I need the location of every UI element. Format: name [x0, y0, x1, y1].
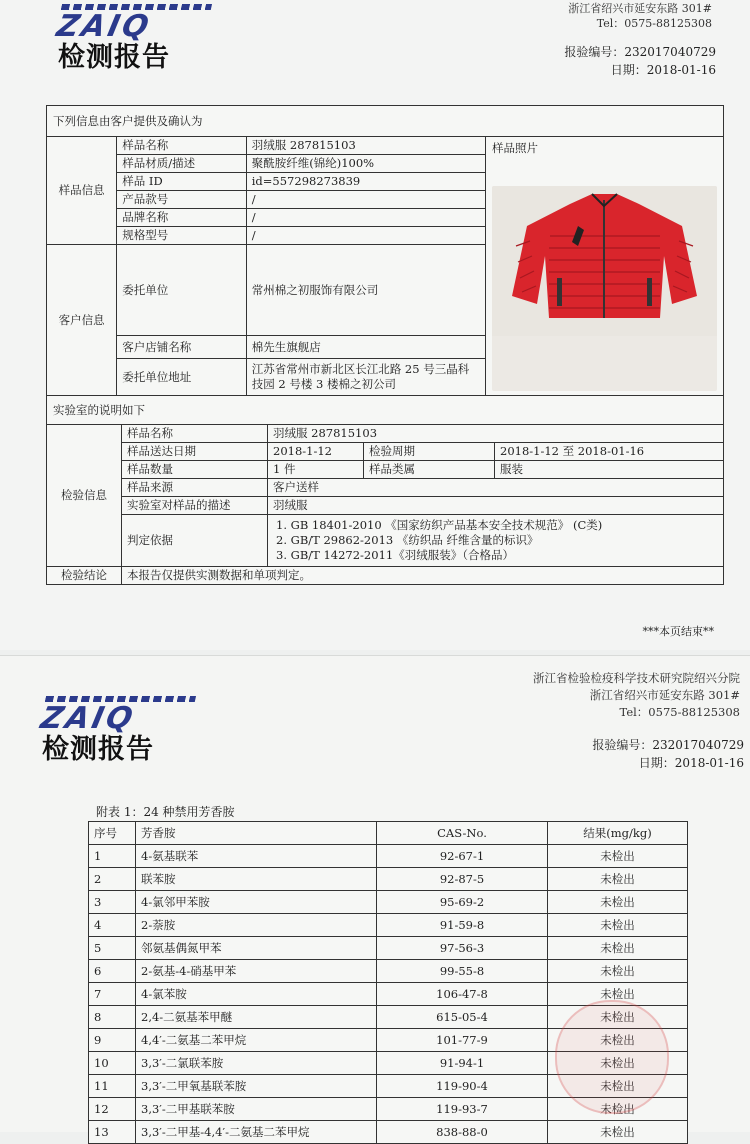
sample-row-label: 样品名称 [117, 137, 246, 155]
end-of-page-note: ***本页结束** [642, 625, 714, 638]
report-date: 日期：2018-01-16 [610, 63, 716, 77]
test-row-label: 检验周期 [364, 443, 495, 461]
cas-number: 92-67-1 [377, 845, 548, 868]
test-info-group-label: 检验信息 [47, 425, 122, 567]
sample-row-label: 产品款号 [117, 191, 246, 209]
report-title: 检测报告 [42, 734, 154, 765]
amine-name: 4-氯邻甲苯胺 [136, 891, 377, 914]
report-number: 报验编号：232017040729 [564, 45, 716, 59]
result-value: 未检出 [548, 914, 688, 937]
column-header: 结果(mg/kg) [548, 822, 688, 845]
amine-name: 2-氨基-4-硝基甲苯 [136, 960, 377, 983]
report-date: 日期：2018-01-16 [638, 756, 744, 770]
result-value: 未检出 [548, 1029, 688, 1052]
sample-row-value: 聚酰胺纤维(锦纶)100% [246, 155, 485, 173]
institute-tel: Tel：0575-88125308 [619, 705, 740, 719]
report-title: 检测报告 [58, 42, 170, 73]
amine-name: 2,4-二氨基苯甲醚 [136, 1006, 377, 1029]
cas-number: 101-77-9 [377, 1029, 548, 1052]
row-number: 7 [89, 983, 136, 1006]
red-down-jacket-image [492, 186, 717, 336]
amine-name: 3,3′-二甲基联苯胺 [136, 1098, 377, 1121]
cas-number: 95-69-2 [377, 891, 548, 914]
test-row-value: 羽绒服 287815103 [268, 425, 724, 443]
conclusion-text: 本报告仅提供实测数据和单项判定。 [122, 567, 724, 585]
result-value: 未检出 [548, 937, 688, 960]
sample-info-table [46, 105, 724, 425]
result-value: 未检出 [548, 891, 688, 914]
client-row-value: 棉先生旗舰店 [246, 336, 485, 359]
test-row-value: 羽绒服 [268, 497, 724, 515]
report-meta [592, 736, 744, 772]
test-row-label: 样品来源 [122, 479, 268, 497]
cas-number: 615-05-4 [377, 1006, 548, 1029]
test-info-table [46, 424, 724, 585]
basis-item: 2. GB/T 29862-2013 《纺织品 纤维含量的标识》 [276, 533, 539, 547]
cas-number: 119-90-4 [377, 1075, 548, 1098]
column-header: CAS-No. [377, 822, 548, 845]
test-row-label: 样品名称 [122, 425, 268, 443]
sample-row-value: 羽绒服 287815103 [246, 137, 485, 155]
conclusion-label: 检验结论 [47, 567, 122, 585]
cas-number: 91-94-1 [377, 1052, 548, 1075]
result-value: 未检出 [548, 1075, 688, 1098]
result-value: 未检出 [548, 1098, 688, 1121]
jacket-photo [492, 186, 717, 391]
amine-name: 4-氯苯胺 [136, 983, 377, 1006]
report-number: 报验编号：232017040729 [592, 738, 744, 752]
row-number: 9 [89, 1029, 136, 1052]
test-row-value: 服装 [495, 461, 724, 479]
sample-row-value: / [246, 209, 485, 227]
test-row-label: 样品类属 [364, 461, 495, 479]
amine-name: 联苯胺 [136, 868, 377, 891]
test-row-value: 1 件 [268, 461, 364, 479]
table-caption: 附表 1：24 种禁用芳香胺 [96, 805, 235, 819]
client-row-value: 常州棉之初服饰有限公司 [246, 245, 485, 336]
sample-photo-cell [486, 137, 724, 396]
report-meta [564, 43, 716, 79]
amine-name: 3,3′-二甲氧基联苯胺 [136, 1075, 377, 1098]
cas-number: 92-87-5 [377, 868, 548, 891]
sample-row-value: / [246, 191, 485, 209]
cas-number: 838-88-0 [377, 1121, 548, 1144]
cas-number: 91-59-8 [377, 914, 548, 937]
table-row [89, 937, 688, 960]
sample-row-label: 样品材质/描述 [117, 155, 246, 173]
sample-row-label: 品牌名称 [117, 209, 246, 227]
table-row [89, 845, 688, 868]
faded-red-seal [555, 1000, 669, 1114]
client-row-label: 客户店铺名称 [117, 336, 246, 359]
row-number: 3 [89, 891, 136, 914]
row-number: 2 [89, 868, 136, 891]
judgement-basis-list [268, 515, 724, 567]
sample-row-label: 规格型号 [117, 227, 246, 245]
cas-number: 99-55-8 [377, 960, 548, 983]
table-row [89, 914, 688, 937]
test-row-value: 2018-1-12 [268, 443, 364, 461]
result-value: 未检出 [548, 1121, 688, 1144]
result-value: 未检出 [548, 1006, 688, 1029]
zaiq-logo [53, 4, 208, 74]
table-row [89, 891, 688, 914]
cas-number: 119-93-7 [377, 1098, 548, 1121]
result-value: 未检出 [548, 868, 688, 891]
test-row-label: 样品送达日期 [122, 443, 268, 461]
column-header: 芳香胺 [136, 822, 377, 845]
amine-name: 3,3′-二甲基-4,4′-二氨基二苯甲烷 [136, 1121, 377, 1144]
result-value: 未检出 [548, 983, 688, 1006]
sample-row-label: 样品 ID [117, 173, 246, 191]
row-number: 11 [89, 1075, 136, 1098]
lab-section-header: 实验室的说明如下 [47, 396, 724, 425]
client-row-value: 江苏省常州市新北区长江北路 25 号三晶科技园 2 号楼 3 楼棉之初公司 [246, 359, 485, 396]
client-info-group-label: 客户信息 [47, 245, 117, 396]
logo-text: ZAIQ [38, 696, 196, 734]
cas-number: 106-47-8 [377, 983, 548, 1006]
row-number: 6 [89, 960, 136, 983]
test-row-value: 2018-1-12 至 2018-01-16 [495, 443, 724, 461]
zaiq-logo [37, 696, 192, 766]
institute-tel: Tel：0575-88125308 [596, 17, 712, 30]
cas-number: 97-56-3 [377, 937, 548, 960]
result-value: 未检出 [548, 1052, 688, 1075]
photo-label: 样品照片 [492, 141, 538, 155]
institute-contact [533, 670, 740, 721]
row-number: 10 [89, 1052, 136, 1075]
row-number: 12 [89, 1098, 136, 1121]
logo-text: ZAIQ [54, 4, 212, 42]
amine-name: 4-氨基联苯 [136, 845, 377, 868]
row-number: 1 [89, 845, 136, 868]
sample-row-value: / [246, 227, 485, 245]
test-row-label: 实验室对样品的描述 [122, 497, 268, 515]
table-header-row [89, 822, 688, 845]
table-row [89, 960, 688, 983]
client-row-label: 委托单位地址 [117, 359, 246, 396]
test-row-label: 判定依据 [122, 515, 268, 567]
result-value: 未检出 [548, 960, 688, 983]
institute-name: 浙江省检验检疫科学技术研究院绍兴分院 [533, 671, 740, 685]
institute-address: 浙江省绍兴市延安东路 301# [589, 688, 740, 702]
amine-name: 邻氨基偶氮甲苯 [136, 937, 377, 960]
institute-address: 浙江省绍兴市延安东路 301# [568, 2, 712, 15]
test-row-value: 客户送样 [268, 479, 724, 497]
row-number: 13 [89, 1121, 136, 1144]
client-row-label: 委托单位 [117, 245, 246, 336]
row-number: 8 [89, 1006, 136, 1029]
client-section-header: 下列信息由客户提供及确认为 [47, 106, 724, 137]
result-value: 未检出 [548, 845, 688, 868]
sample-row-value: id=557298273839 [246, 173, 485, 191]
basis-item: 3. GB/T 14272-2011《羽绒服装》（合格品） [276, 548, 514, 562]
amine-name: 2-萘胺 [136, 914, 377, 937]
test-row-label: 样品数量 [122, 461, 268, 479]
row-number: 4 [89, 914, 136, 937]
amine-name: 3,3′-二氯联苯胺 [136, 1052, 377, 1075]
amine-name: 4,4′-二氨基二苯甲烷 [136, 1029, 377, 1052]
institute-contact [568, 1, 712, 31]
table-row [89, 1121, 688, 1144]
row-number: 5 [89, 937, 136, 960]
sample-info-group-label: 样品信息 [47, 137, 117, 245]
basis-item: 1. GB 18401-2010 《国家纺织产品基本安全技术规范》 (C类) [276, 518, 603, 532]
table-row [89, 868, 688, 891]
column-header: 序号 [89, 822, 136, 845]
